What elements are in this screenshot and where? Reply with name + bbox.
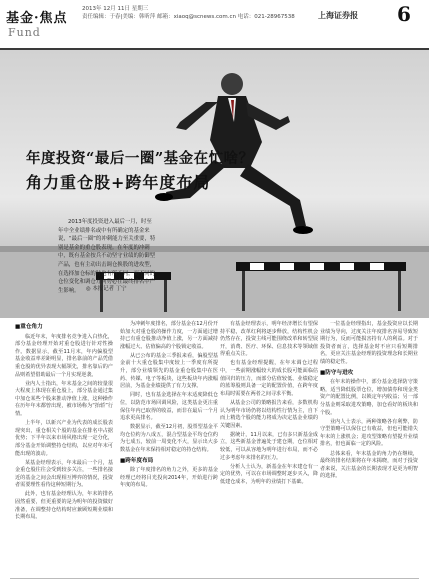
body-paragraph: 从基金公司的策略报告来看，多数机构认为明年市场仍将以结构性行情为主，自下而上精选个股的能力将成为决定基金业绩的关键因素。 — [220, 399, 318, 429]
body-paragraph: 据统计，11月以来，已有多只新基金成立，这些新基金普遍处于建仓期，仓位相对较低，可以从容地为明年进行布局，而不必过多考虑年末排名的压力。 — [220, 431, 318, 461]
body-paragraph: 在年末的操作中，部分基金选择防守策略，适当降低股票仓位，增加债券和现金类资产的配置比例，以锁定年内收益；另一部分基金则采取进攻策略，加仓看好的板块和个股。 — [320, 379, 418, 416]
author-byline: ◎ 本报记者 丁宁 — [86, 286, 127, 292]
body-paragraph: 除了年度排名的角力之外，更多的基金经理已经将目光投向2014年，开始进行跨年度的布局。 — [120, 467, 218, 489]
section-title: 基金·焦点 — [6, 11, 68, 26]
page-number: 6 — [397, 2, 411, 26]
body-paragraph: 临近年末，年度排名竞争进入白热化，部分基金经理开始对重仓股进行针对性操作。数据显示，截至11月末，年内偏股型基金收益率差距明显，排名靠前的产品凭借重仓股的优异表现大幅领先，排名靠后的产品则希望借助最后一个月实现逆袭。 — [15, 333, 113, 378]
section-subhead: ■重仓角力 — [15, 324, 43, 330]
page-header — [0, 0, 429, 50]
body-paragraph: 业内人士表示，两种策略各有利弊，防守型策略可以保住已有收益，但也可能错失年末的上涨机会；进攻型策略有望提升业绩排名，但也面临一定的风险。 — [320, 418, 418, 448]
body-paragraph: 一位基金经理指出，基金投资应以长期业绩为导向，过度关注年度排名容易导致短期行为，反而可能损害持有人的利益。对于投资者而言，选择基金时不应只看短期排名，更应关注基金经理的投资理念和长期业绩的稳定性。 — [320, 321, 418, 365]
body-paragraph: 总体来看，年末基金的角力仍在继续，最终的排名结果将在年末揭晓，而对于投资者来说，关注基金的长期表现才是更为明智的选择。 — [320, 450, 418, 480]
lead-paragraph: 2013年度投资进入最后一月，时至年中全业绩排名或中有所确定的基金来说，“最后一圈”的冲刺能力至关重要，特别是基金的重仓股表现。在年度的冲刺中，既有基金按兵不动坚守业绩的防御型产品，也有主动出击调仓换股的进攻型，在选择加仓标的时也有所不同，而不同的仓位变化和调仓方向势必在最终排名中产生影响。 — [58, 219, 156, 294]
body-paragraph: 也有基金经理提醒，在年末调仓过程中，一些前期涨幅较大的成长股可能面临估值回归的压力，而部分估值较低、业绩稳定的蓝筹股则具备一定的配置价值，在跨年度布局时需要在两者之间寻求平衡。 — [220, 360, 318, 397]
article-column-4 — [320, 321, 418, 482]
hero-photo — [0, 50, 429, 318]
section-subtitle-en: Fund — [8, 26, 41, 39]
footer-rule — [10, 578, 419, 579]
body-paragraph: 上半年，以新兴产业为代表的成长股表现突出，重仓相关个股的基金在排名中占据优势；下半年以来市场风格出现一定分化，部分基金开始调整持仓结构，以应对年末可能出现的波动。 — [15, 420, 113, 457]
headline-line-1: 年度投资“最后一圈”基金在忙啥？ — [26, 150, 254, 167]
section-subhead: ■防守与进攻 — [320, 369, 354, 376]
body-paragraph: 有基金经理表示，明年经济增长有望保持平稳，改革红利将逐步释放，结构性机会仍然存在，投资主线可能围绕改革和转型展开，消费、医疗、环保、信息技术等领域值得重点关注。 — [220, 321, 318, 358]
body-paragraph: 某基金经理表示，年末最后一个月，基金重仓股往往会受到较多关注，一些排名接近的基金之间会出现相互博弈的情况，投资者需要理性看待这种短期行为。 — [15, 459, 113, 489]
article-column-1 — [15, 321, 113, 523]
editor-line: 责任编辑：于春|美编：韩昕萍 邮箱：xiaoq@scnews.com.cn 电话：021-28967538 — [82, 14, 295, 20]
newspaper-name: 上海证券报 — [318, 10, 358, 20]
body-paragraph: 同时，也有基金选择在年末适度降低仓位，以防范市场回调风险，这类基金更注重保住年内已取得的收益，而非在最后一个月追求更高排名。 — [120, 392, 218, 422]
body-paragraph: 此外，也有基金经理认为，年末的排名固然重要，但更重要的是为明年的投资做好准备，在调整持仓结构时应兼顾短期业绩和长期布局。 — [15, 491, 113, 521]
body-paragraph: 为冲刺年度排名，部分基金在12月份开始加大对重仓股的操作力度，一方面通过增持已有重仓股推动净值上涨，另一方面减持涨幅过大、估值偏高的个股锁定收益。 — [120, 321, 218, 350]
article-column-3 — [220, 321, 318, 488]
body-paragraph: 数据显示，截至12月初，股票型基金平均仓位约为八成五，混合型基金平均仓位约为七成五，较前一周变化不大，显示出大多数基金在年末保持相对稳定的持仓结构。 — [120, 424, 218, 453]
body-paragraph: 分析人士认为，新基金在年末建仓有一定的优势，可以在市场调整时逐步买入，降低建仓成本，为明年的业绩打下基础。 — [220, 463, 318, 485]
header-meta — [82, 5, 302, 21]
body-paragraph: 业内人士指出，年末基金之间的较量很大程度上体现在重仓股上，部分基金通过集中加仓某些个股来推动净值上涨，这种操作在历年年末都曾出现，被市场称为“抬轿”行情。 — [15, 380, 113, 418]
date-line: 2013年 12月 11日 星期三 — [82, 6, 149, 12]
headline-line-2: 角力重仓股+跨年度布局 — [26, 173, 211, 192]
body-paragraph: 从已公布的基金三季报来看，偏股型基金前十大重仓股集中度较上一季度有所提升，部分业绩领先的基金重仓股集中在医药、传媒、电子等板块，这些板块年内涨幅居前，为基金业绩提供了有力支撑。 — [120, 352, 218, 390]
article-column-2 — [120, 321, 218, 491]
section-subhead: ■跨年度布局 — [120, 457, 154, 464]
